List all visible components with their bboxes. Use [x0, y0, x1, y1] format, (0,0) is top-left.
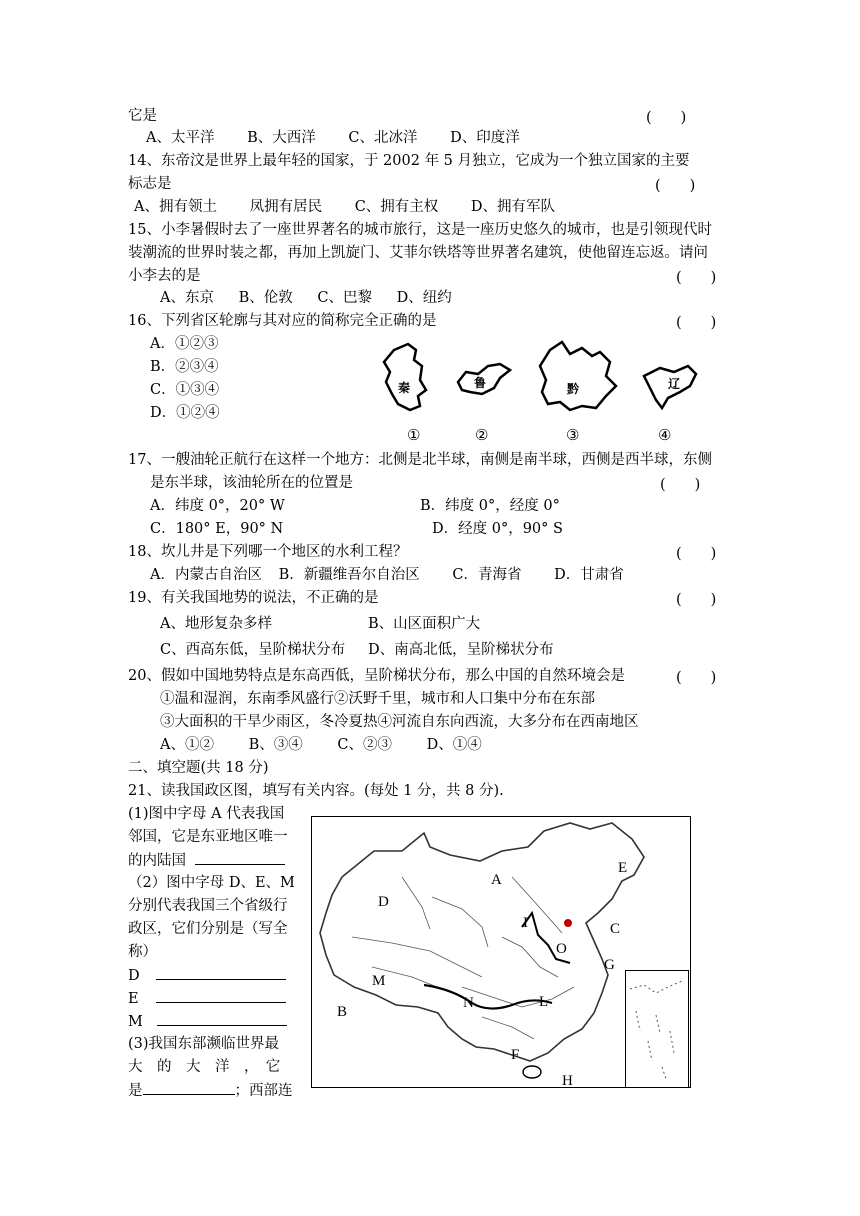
answer-blank[interactable] — [156, 988, 286, 1003]
option[interactable]: D、印度洋 — [450, 130, 520, 146]
map-label: H — [562, 1073, 573, 1088]
option[interactable]: B、山区面积广大 — [368, 616, 481, 632]
map-label: G — [604, 957, 615, 973]
option[interactable]: C．①③④ — [150, 382, 220, 398]
option[interactable]: A、地形复杂多样 — [160, 616, 272, 632]
q21-m-line: M — [128, 1011, 287, 1032]
south-china-sea-inset — [625, 970, 689, 1088]
shape-label: 黔 — [567, 382, 580, 396]
option[interactable]: B．新疆维吾尔自治区 — [278, 567, 420, 583]
q15-options — [160, 288, 452, 308]
option[interactable]: A、拥有领土 — [134, 199, 217, 215]
q16-answer-paren[interactable]: ( ) — [676, 315, 717, 331]
q21-part1: (1)图中字母 A 代表我国 — [128, 806, 285, 822]
option[interactable]: A．纬度 0°，20° W — [150, 498, 285, 514]
option[interactable]: C．180° E，90° N — [150, 521, 284, 537]
option[interactable]: C、②③ — [337, 737, 392, 753]
option[interactable]: C、西高东低，呈阶梯状分布 — [160, 642, 346, 658]
q21-part3-cont2: 是 ；西部连 — [128, 1080, 293, 1101]
q20-answer-paren[interactable]: ( ) — [676, 670, 717, 686]
province-outlines-figure — [370, 336, 710, 426]
figure-number: ④ — [658, 426, 672, 444]
q21-d-line: D — [128, 965, 286, 986]
q15-stem: 15、小李暑假时去了一座世界著名的城市旅行，这是一座历史悠久的城市，也是引领现代时 — [128, 222, 712, 238]
q14-answer-paren[interactable]: ( ) — [655, 178, 696, 194]
map-label: A — [491, 872, 502, 888]
q21-part2-cont: 分别代表我国三个省级行 — [128, 898, 288, 914]
shape-label: 秦 — [398, 381, 411, 395]
shape-label: 辽 — [668, 377, 681, 391]
option[interactable]: C、巴黎 — [317, 290, 372, 306]
q21-part2-cont3: 称） — [128, 944, 157, 960]
option[interactable]: B．纬度 0°，经度 0° — [420, 498, 560, 514]
option[interactable]: B、伦敦 — [238, 290, 293, 306]
map-label: L — [539, 994, 549, 1010]
q20-options — [160, 735, 482, 755]
answer-blank[interactable] — [143, 1080, 235, 1095]
q21-part1-cont: 邻国，它是东亚地区唯一 — [128, 829, 288, 845]
q21-part3: (3)我国东部濒临世界最 — [128, 1036, 280, 1052]
option[interactable]: 凤拥有居民 — [249, 199, 323, 215]
china-political-map — [311, 816, 691, 1088]
option[interactable]: D．甘肃省 — [554, 567, 624, 583]
q19-answer-paren[interactable]: ( ) — [676, 592, 717, 608]
q18-answer-paren[interactable]: ( ) — [676, 546, 717, 562]
q17-answer-paren[interactable]: ( ) — [660, 477, 701, 493]
section-heading: 二、填空题(共 18 分) — [128, 760, 269, 776]
q20-statement: ③大面积的干旱少雨区，冬冷夏热④河流自东向西流，大多分布在西南地区 — [160, 714, 639, 730]
q21-stem: 21、读我国政区图，填写有关内容。(每处 1 分，共 8 分). — [128, 783, 504, 799]
q15-stem-cont: 装潮流的世界时装之都，再加上凯旋门、艾菲尔铁塔等世界著名建筑，使他留连忘返。请问 — [128, 245, 708, 261]
q14-stem: 14、东帝汶是世界上最年轻的国家，于 2002 年 5 月独立，它成为一个独立国家的主要 — [128, 153, 690, 169]
inset-outline — [626, 971, 688, 1087]
option[interactable]: D、南高北低，呈阶梯状分布 — [368, 642, 554, 658]
q21-part2: （2）图中字母 D、E、M — [128, 875, 295, 891]
option[interactable]: D．①②④ — [150, 405, 220, 421]
q21-part2-cont2: 政区，它们分别是（写全 — [128, 921, 288, 937]
option[interactable]: D．经度 0°，90° S — [432, 521, 563, 537]
option[interactable]: B、大西洋 — [247, 130, 316, 146]
map-label: N — [463, 995, 474, 1011]
q21-e-line: E — [128, 988, 286, 1009]
option[interactable]: A、太平洋 — [146, 130, 215, 146]
option[interactable]: B．②③④ — [150, 359, 219, 375]
q15-stem-cont2: 小李去的是 — [128, 268, 201, 284]
q21-part3-cont: 大 的 大 洋 ， 它 — [128, 1059, 281, 1075]
q14-stem-cont: 标志是 — [128, 176, 172, 192]
map-label: D — [378, 894, 389, 910]
q16-stem: 16、下列省区轮廓与其对应的简称完全正确的是 — [128, 313, 437, 329]
figure-number: ② — [475, 426, 489, 444]
province-outline-shaanxi — [384, 344, 426, 410]
map-label: C — [610, 921, 621, 937]
map-label: E — [618, 860, 628, 876]
option[interactable]: D、纽约 — [396, 290, 452, 306]
q17-stem: 17、一艘油轮正航行在这样一个地方：北侧是北半球，南侧是南半球，西侧是西半球，东侧 — [128, 452, 712, 468]
province-outline-guizhou — [540, 342, 616, 410]
q18-options — [150, 565, 624, 585]
q13-answer-paren[interactable]: ( ) — [646, 110, 687, 126]
figure-number: ③ — [566, 426, 580, 444]
option[interactable]: D、拥有军队 — [470, 199, 556, 215]
map-label: I — [523, 915, 528, 931]
q18-stem: 18、坎儿井是下列哪一个地区的水利工程？ — [128, 544, 408, 560]
q20-statement: ①温和湿润，东南季风盛行②沃野千里，城市和人口集中分布在东部 — [160, 691, 595, 707]
q21-part1-cont2: 的内陆国 — [128, 850, 285, 871]
option[interactable]: C、拥有主权 — [354, 199, 439, 215]
option[interactable]: C．青海省 — [452, 567, 522, 583]
map-label: B — [337, 1004, 348, 1020]
option[interactable]: A．内蒙古自治区 — [150, 567, 262, 583]
option[interactable]: A、①② — [160, 737, 214, 753]
option[interactable]: B、③④ — [248, 737, 303, 753]
q19-stem: 19、有关我国地势的说法，不正确的是 — [128, 590, 379, 606]
option[interactable]: A、东京 — [160, 290, 214, 306]
figure-number: ① — [407, 426, 421, 444]
q14-options — [134, 197, 555, 217]
option[interactable]: A．①②③ — [150, 336, 219, 352]
q13-stem-end: 它是 — [128, 108, 157, 124]
q13-options — [146, 128, 520, 148]
map-label: F — [511, 1047, 520, 1063]
q15-answer-paren[interactable]: ( ) — [676, 270, 717, 286]
option[interactable]: C、北冰洋 — [348, 130, 418, 146]
map-label: O — [556, 941, 567, 957]
q17-stem-cont: 是东半球，该油轮所在的位置是 — [150, 475, 353, 491]
answer-blank[interactable] — [157, 1011, 287, 1026]
answer-blank[interactable] — [195, 850, 285, 865]
answer-blank[interactable] — [156, 965, 286, 980]
shape-label: 鲁 — [474, 376, 487, 390]
map-label: M — [372, 973, 386, 989]
option[interactable]: D、①④ — [426, 737, 482, 753]
q20-stem: 20、假如中国地势特点是东高西低，呈阶梯状分布，那么中国的自然环境会是 — [128, 668, 625, 684]
